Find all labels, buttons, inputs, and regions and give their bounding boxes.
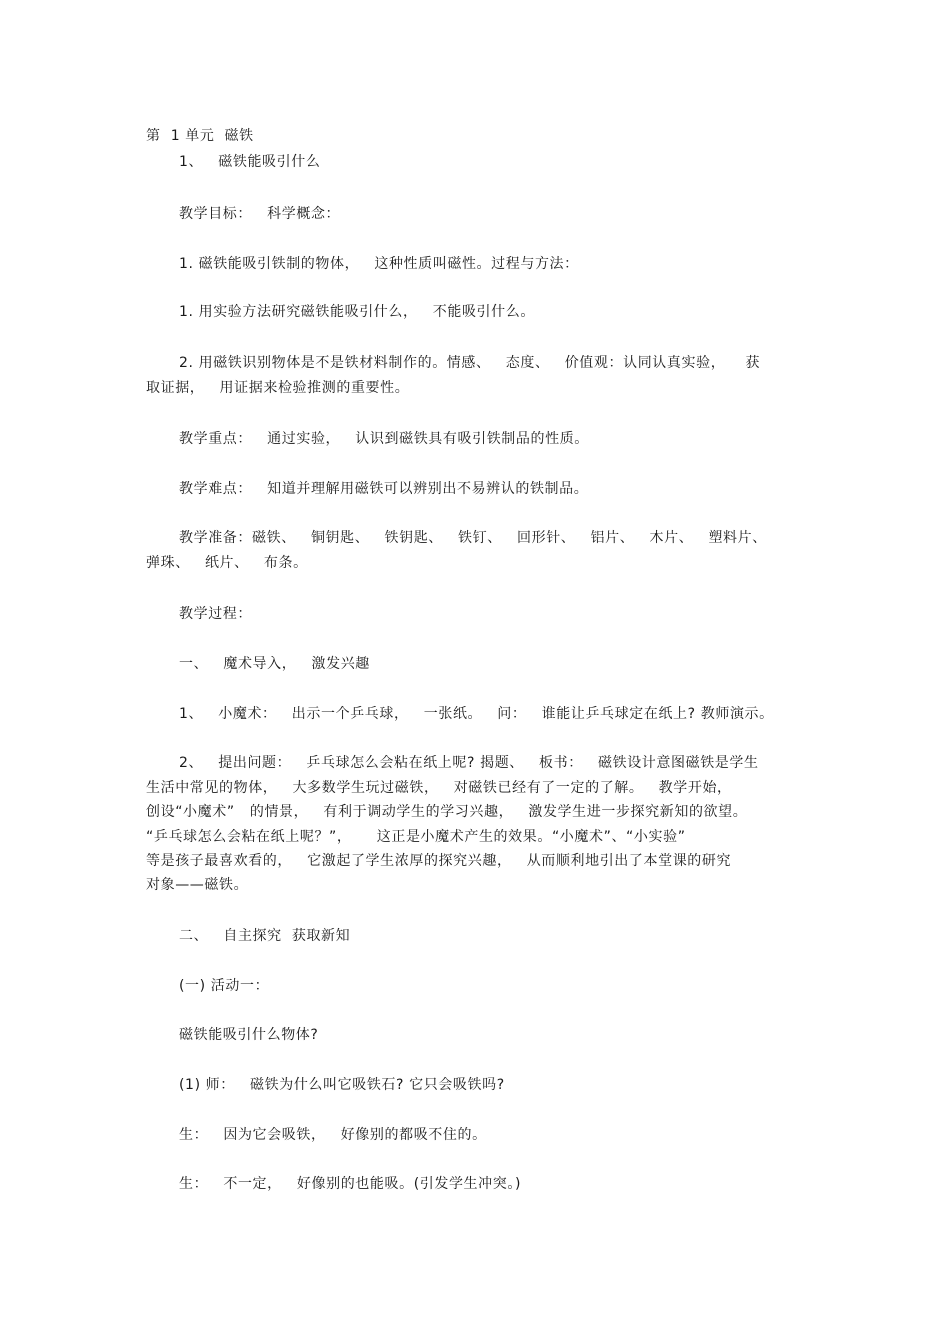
paragraph-key-point: 教学重点： 通过实验， 认识到磁铁具有吸引铁制品的性质。 <box>179 431 589 447</box>
paragraph-method-2-line-2: 取证据， 用证据来检验推测的重要性。 <box>146 380 410 396</box>
paragraph-method-2-line-1: 2. 用磁铁识别物体是不是铁材料制作的。情感、 态度、 价值观：认同认真实验， 获 <box>179 355 761 371</box>
paragraph-step-2-line-1: 2、 提出问题： 乒乓球怎么会粘在纸上呢? 揭题、 板书： 磁铁设计意图磁铁是学生 <box>179 755 759 771</box>
paragraph-preparation-line-1: 教学准备：磁铁、 铜钥匙、 铁钥匙、 铁钉、 回形针、 铝片、 木片、 塑料片、 <box>179 530 767 546</box>
paragraph-step-1: 1、 小魔术： 出示一个乒乓球， 一张纸。 问： 谁能让乒乓球定在纸上? 教师演示。 <box>179 706 774 722</box>
section-heading-1: 一、 魔术导入， 激发兴趣 <box>179 656 370 672</box>
paragraph-preparation-line-2: 弹珠、 纸片、 布条。 <box>146 555 308 571</box>
paragraph-step-2-line-6: 对象——磁铁。 <box>146 877 249 893</box>
paragraph-student-answer-1: 生： 因为它会吸铁， 好像别的都吸不住的。 <box>179 1127 487 1143</box>
paragraph-step-2-line-2: 生活中常见的物体， 大多数学生玩过磁铁， 对磁铁已经有了一定的了解。 教学开始， <box>146 780 732 796</box>
teaching-goal-heading: 教学目标： 科学概念： <box>179 206 341 222</box>
activity-heading: (一) 活动一： <box>179 978 270 994</box>
paragraph-concept: 1. 磁铁能吸引铁制的物体， 这种性质叫磁性。过程与方法： <box>179 256 579 272</box>
paragraph-difficulty: 教学难点： 知道并理解用磁铁可以辨别出不易辨认的铁制品。 <box>179 481 589 497</box>
paragraph-step-2-line-4: “乒乓球怎么会粘在纸上呢？”， 这正是小魔术产生的效果。“小魔术”、“小实验” <box>146 829 686 845</box>
paragraph-question: 磁铁能吸引什么物体? <box>179 1027 319 1043</box>
teaching-process-heading: 教学过程： <box>179 606 252 622</box>
paragraph-step-2-line-3: 创设“小魔术” 的情景， 有利于调动学生的学习兴趣， 激发学生进一步探究新知的欲望。 <box>146 804 748 820</box>
unit-title: 第 1 单元 磁铁 <box>146 128 254 144</box>
paragraph-teacher-question: (1) 师： 磁铁为什么叫它吸铁石? 它只会吸铁吗? <box>179 1077 505 1093</box>
paragraph-step-2-line-5: 等是孩子最喜欢看的， 它激起了学生浓厚的探究兴趣， 从而顺利地引出了本堂课的研究 <box>146 853 732 869</box>
paragraph-student-answer-2: 生： 不一定， 好像别的也能吸。(引发学生冲突。) <box>179 1176 522 1192</box>
lesson-title: 1、 磁铁能吸引什么 <box>179 154 321 170</box>
paragraph-method-1: 1. 用实验方法研究磁铁能吸引什么， 不能吸引什么。 <box>179 304 535 320</box>
section-heading-2: 二、 自主探究 获取新知 <box>179 928 351 944</box>
